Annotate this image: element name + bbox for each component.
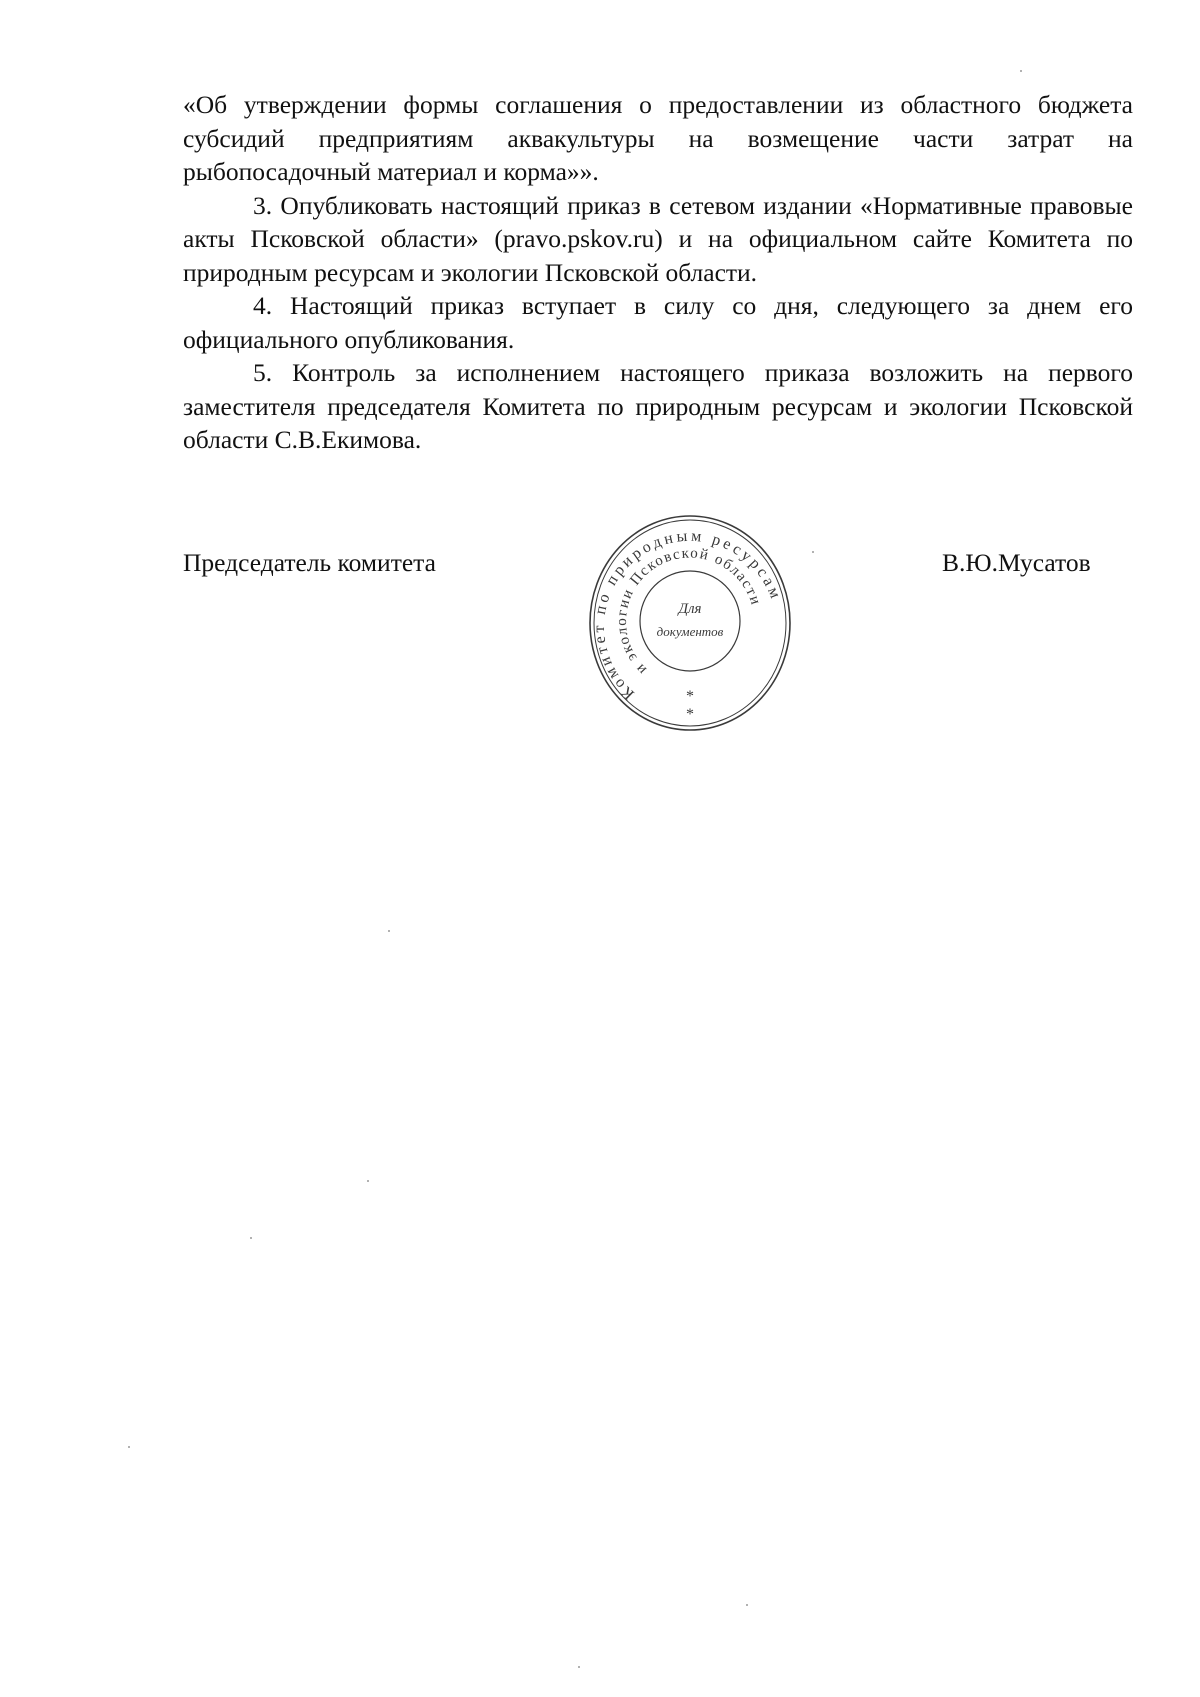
- official-stamp: [585, 505, 795, 737]
- scan-speck: [388, 930, 390, 932]
- paragraph-2: 3. Опубликовать настоящий приказ в сетевом издании «Нормативные правовые акты Псковской области» (pravo.pskov.ru) и на официальном сайте Комитета по природным ресурсам и экологии Псковской области.: [183, 190, 1133, 287]
- scan-speck: [128, 1446, 130, 1448]
- scan-speck: [1020, 70, 1022, 72]
- stamp-outer-text: Комитет по природным ресурсам: [590, 527, 785, 703]
- stamp-star-icon: *: [686, 688, 694, 705]
- scan-speck: [812, 551, 814, 553]
- stamp-center-line2: документов: [656, 624, 724, 639]
- paragraph-3: 4. Настоящий приказ вступает в силу со дня, следующего за днем его официального опубликования.: [183, 291, 1133, 354]
- stamp-star-icon: *: [686, 706, 694, 723]
- scan-speck: [250, 1237, 252, 1239]
- scan-speck: [367, 1180, 369, 1182]
- scan-speck: [578, 1666, 580, 1668]
- signature-name: В.Ю.Мусатов: [942, 548, 1091, 577]
- signature-position: Председатель комитета: [183, 548, 436, 577]
- document-body: [183, 88, 1133, 457]
- paragraph-4: 5. Контроль за исполнением настоящего приказа возложить на первого заместителя председателя Комитета по природным ресурсам и экологии Псковской области С.В.Екимова.: [183, 358, 1133, 454]
- paragraph-1: «Об утверждении формы соглашения о предоставлении из областного бюджета субсидий предприятиям аквакультуры на возмещение части затрат на рыбопосадочный материал и корма»».: [183, 90, 1133, 186]
- stamp-graphic: [585, 505, 795, 737]
- scan-speck: [746, 1604, 748, 1606]
- stamp-inner-text: и экологии Псковской области: [613, 545, 764, 678]
- stamp-center-line1: Для: [678, 601, 702, 617]
